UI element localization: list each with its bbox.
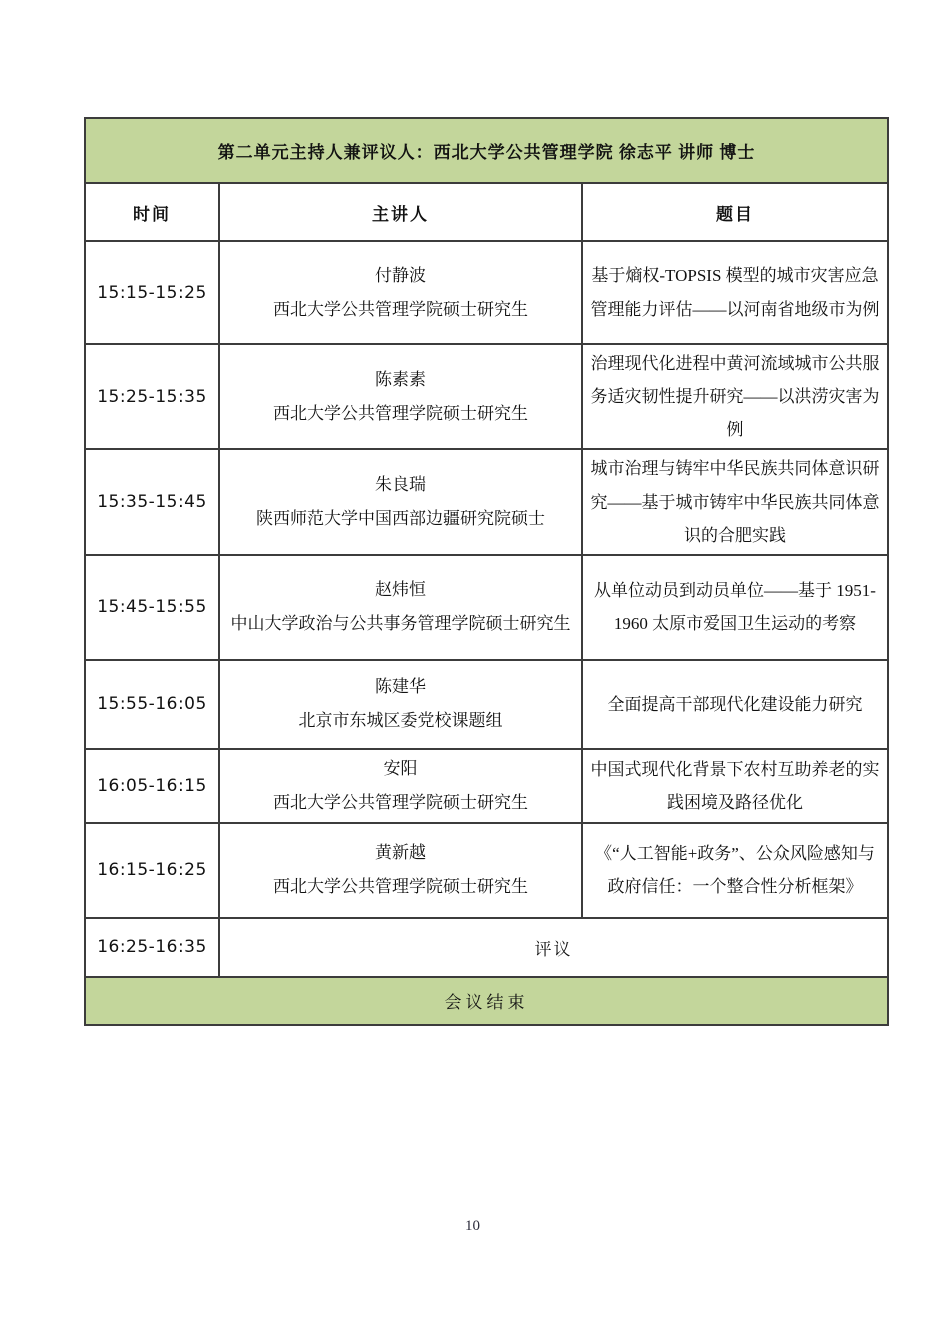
speaker-name: 黄新越	[375, 843, 426, 863]
speaker-cell	[219, 241, 582, 344]
speaker-name: 陈素素	[375, 369, 426, 389]
table-row	[85, 749, 888, 823]
table-row	[85, 555, 888, 660]
unit-header: 第二单元主持人兼评议人：西北大学公共管理学院 徐志平 讲师 博士	[85, 118, 888, 183]
unit-header-row	[85, 118, 888, 183]
time-cell: 16:15-16:25	[85, 823, 219, 918]
table-row	[85, 344, 888, 449]
time-cell: 15:15-15:25	[85, 241, 219, 344]
schedule-table	[84, 117, 889, 1026]
time-cell: 15:45-15:55	[85, 555, 219, 660]
meeting-end-row	[85, 977, 888, 1025]
review-label: 评议	[219, 918, 888, 977]
time-cell: 15:55-16:05	[85, 660, 219, 749]
speaker-cell	[219, 749, 582, 823]
time-cell: 15:25-15:35	[85, 344, 219, 449]
col-header-time: 时间	[85, 183, 219, 241]
table-row	[85, 823, 888, 918]
review-row	[85, 918, 888, 977]
speaker-name: 陈建华	[375, 677, 426, 697]
topic-cell: 从单位动员到动员单位——基于 1951-1960 太原市爱国卫生运动的考察	[582, 555, 888, 660]
speaker-name: 赵炜恒	[375, 580, 426, 600]
speaker-name: 安阳	[383, 758, 418, 778]
topic-cell: 全面提高干部现代化建设能力研究	[582, 660, 888, 749]
col-header-topic: 题目	[582, 183, 888, 241]
speaker-cell	[219, 555, 582, 660]
speaker-affiliation: 西北大学公共管理学院硕士研究生	[273, 792, 528, 812]
table-row	[85, 660, 888, 749]
topic-cell: 中国式现代化背景下农村互助养老的实践困境及路径优化	[582, 749, 888, 823]
speaker-affiliation: 西北大学公共管理学院硕士研究生	[273, 877, 528, 897]
column-header-row	[85, 183, 888, 241]
speaker-cell	[219, 660, 582, 749]
speaker-affiliation: 中山大学政治与公共事务管理学院硕士研究生	[230, 614, 571, 634]
time-cell: 16:25-16:35	[85, 918, 219, 977]
col-header-speaker: 主讲人	[219, 183, 582, 241]
speaker-cell	[219, 449, 582, 554]
topic-cell: 基于熵权-TOPSIS 模型的城市灾害应急管理能力评估——以河南省地级市为例	[582, 241, 888, 344]
topic-cell: 《“人工智能+政务”、公众风险感知与政府信任：一个整合性分析框架》	[582, 823, 888, 918]
time-cell: 16:05-16:15	[85, 749, 219, 823]
table-row	[85, 449, 888, 554]
meeting-end-label: 会议结束	[85, 977, 888, 1025]
speaker-affiliation: 陕西师范大学中国西部边疆研究院硕士	[256, 509, 545, 529]
topic-cell: 治理现代化进程中黄河流域城市公共服务适灾韧性提升研究——以洪涝灾害为例	[582, 344, 888, 449]
speaker-affiliation: 北京市东城区委党校课题组	[298, 711, 503, 731]
page-number: 10	[465, 1218, 480, 1234]
speaker-name: 付静波	[375, 265, 426, 285]
topic-cell: 城市治理与铸牢中华民族共同体意识研究——基于城市铸牢中华民族共同体意识的合肥实践	[582, 449, 888, 554]
table-row	[85, 241, 888, 344]
speaker-cell	[219, 823, 582, 918]
time-cell: 15:35-15:45	[85, 449, 219, 554]
speaker-cell	[219, 344, 582, 449]
speaker-name: 朱良瑞	[375, 475, 426, 495]
speaker-affiliation: 西北大学公共管理学院硕士研究生	[273, 299, 528, 319]
speaker-affiliation: 西北大学公共管理学院硕士研究生	[273, 403, 528, 423]
